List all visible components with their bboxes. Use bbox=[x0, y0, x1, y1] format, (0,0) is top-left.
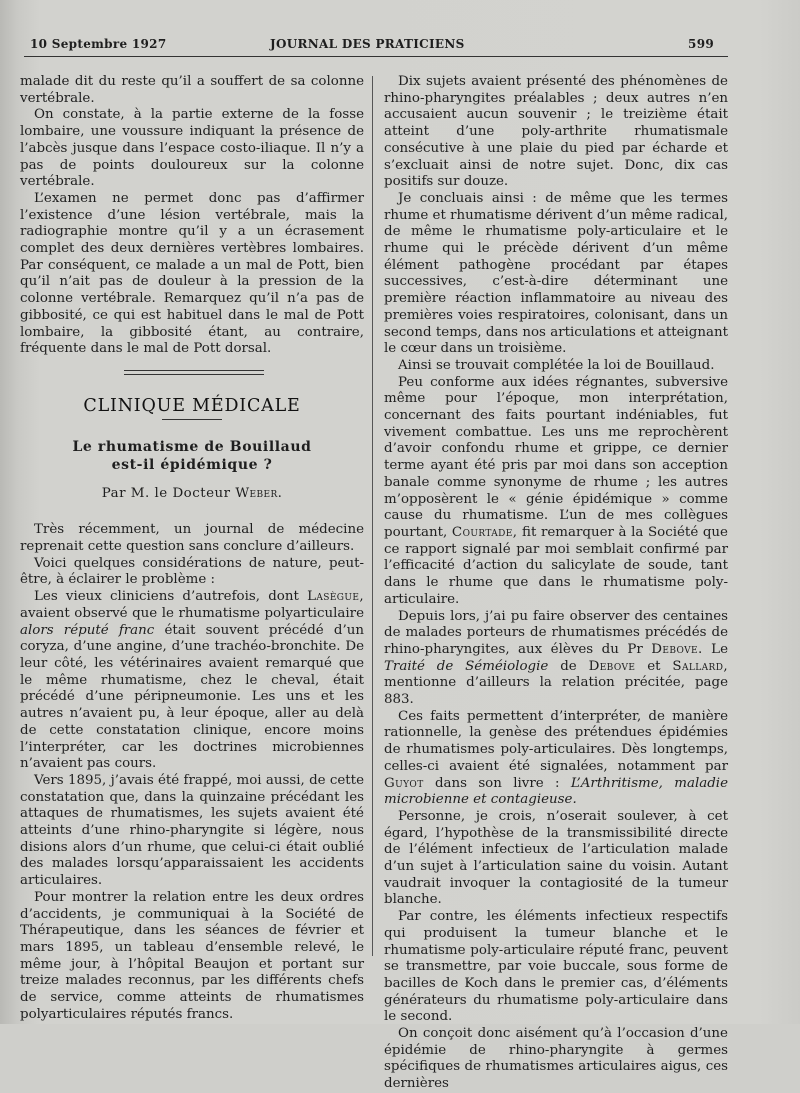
author-name: Lasègue, bbox=[307, 589, 364, 605]
page-number: 599 bbox=[688, 37, 714, 51]
title-abbrev: Pr bbox=[627, 641, 643, 657]
paragraph bbox=[20, 589, 364, 773]
paragraph: malade dit du reste qu’il a souffert de sa colonne vertébrale. bbox=[20, 74, 364, 106]
running-head bbox=[30, 37, 714, 53]
text-run: mentionne d’ailleurs la relation précitée, page 883. bbox=[384, 675, 728, 708]
article-title bbox=[20, 438, 364, 474]
text-run: Peu conforme aux idées régnantes, subversive même pour l’époque, mon interprétation, concernant des faits pourtant indéniables, fut vivement combattue. Les uns me reprochèrent d’avoir confondu rhume et grippe, ce dernier terme ayant été pris par moi dans son acception banale comme synonyme de rhume ; les autres m’opposèrent le « génie épidémique » comme cause du rhumatisme. L’un de mes collègues pourtant, bbox=[384, 374, 728, 540]
paragraph: On constate, à la partie externe de la fosse lombaire, une voussure indiquant la présence de l’abcès jusque dans l’espace costo-iliaque. Il n’y a pas de points douloureux sur la colonne vertébrale. bbox=[20, 107, 364, 190]
text-run: était souvent précédé d’un coryza, d’une angine, d’une trachéo-bronchite. De leur côté, les vétérinaires avaient remarqué que le même rhumatisme, chez le cheval, était précédé d’une péripneumonie. Les uns et les autres n’avaient pu, à leur époque, aller au delà de cette constatation clinique, encore moins l’interpréter, car les doctrines microbiennes n’avaient pas cours. bbox=[20, 622, 364, 772]
section-title: CLINIQUE MÉDICALE bbox=[83, 395, 301, 416]
paragraph: Ainsi se trouvait complétée la loi de Bouillaud. bbox=[398, 357, 715, 373]
text-run: Ces faits permettent d’interpréter, de manière rationnelle, la genèse des prétendues épidémies de rhumatismes poly-articulaires. Dès longtemps, celles-ci avaient été signalées, notamment par bbox=[384, 708, 728, 774]
book-title: L’Arthritisme, maladie microbienne et contagieuse. bbox=[384, 775, 728, 808]
text-run: dans son livre : bbox=[434, 775, 560, 791]
issue-date: 10 Septembre 1927 bbox=[30, 37, 167, 51]
paragraph bbox=[384, 375, 728, 609]
article-title-line: Le rhumatisme de Bouillaud bbox=[72, 438, 312, 455]
paragraph: Vers 1895, j’avais été frappé, moi aussi, de cette constatation que, dans la quinzaine précédant les attaques de rhumatismes, les sujets avaient été atteints d’une rhino-pharyngite si légère, nous disions alors d’un rhume, que celui-ci était oublié des malades lorsqu’apparaissaient les accidents articulaires. bbox=[20, 772, 364, 889]
paragraph: On conçoit donc aisément qu’à l’occasion d’une épidémie de rhino-pharyngite à germes spécifiques de rhumatismes articulaires aigus, ces dernières bbox=[384, 1026, 728, 1092]
text-run: Depuis lors, j’ai pu faire observer des centaines de malades porteurs de rhumatismes précédés de rhino-pharyngites, aux élèves du bbox=[384, 608, 728, 657]
byline-author: Weber. bbox=[235, 485, 283, 501]
article-title-line: est-il épidémique ? bbox=[111, 456, 273, 473]
paragraph: Par contre, les éléments infectieux respectifs qui produisent la tumeur blanche et le rhumatisme poly-articulaire réputé franc, peuvent se transmettre, par voie buccale, sous forme de bacilles de Koch dans le premier cas, d’éléments générateurs du rhumatisme poly-articulaire dans le second. bbox=[384, 909, 728, 1025]
author-name: Courtade, bbox=[451, 524, 518, 540]
author-name: Sallard, bbox=[672, 658, 728, 674]
paragraph bbox=[384, 709, 728, 809]
text-run: avaient observé que le rhumatisme polyarticulaire bbox=[20, 605, 364, 621]
paragraph: Personne, je crois, n’oserait soulever, à cet égard, l’hypothèse de la transmissibilité directe de l’élément infectieux de l’articulation malade d’un sujet à l’articulation saine du voisin. Autant vaudrait invoquer la contagiosité de la tumeur blanche. bbox=[384, 808, 728, 908]
title-rule bbox=[162, 419, 222, 420]
right-column bbox=[384, 74, 728, 1093]
paragraph bbox=[384, 609, 728, 709]
paragraph: Pour montrer la relation entre les deux ordres d’accidents, je communiquai à la Société de Thérapeutique, dans les séances de février et mars 1895, un tableau d’ensemble relevé, le même jour, à l’hôpital Beaujon et portant sur treize malades reconnus, par les différents chefs de service, comme atteints de rhumatismes polyarticulaires réputés francs. bbox=[20, 889, 364, 1022]
byline-prefix: Par M. le Docteur bbox=[101, 485, 231, 501]
paragraph: Dix sujets avaient présenté des phénomènes de rhino-pharyngites préalables ; deux autres n’en accusaient aucun souvenir ; le treizième était atteint d’une poly-arthrite rhumatismale consécutive à une plaie du pied par écharde et s’excluait ainsi de notre sujet. Donc, dix cas positifs sur douze. bbox=[384, 74, 728, 190]
author-name: Debove bbox=[588, 658, 636, 674]
paragraph: L’examen ne permet donc pas d’affirmer l’existence d’une lésion vertébrale, mais la radiographie montre qu’il y a un écrasement complet des deux dernières vertèbres lombaires. Par conséquent, ce malade a un mal de Pott, bien qu’il n’ait pas de douleur à la pression de la colonne vertébrale. Remarquez qu’il n’a pas de gibbosité, ce qui est habituel dans le mal de Pott lombaire, la gibbosité étant, au contraire, fréquente dans le mal de Pott dorsal. bbox=[20, 190, 364, 357]
text-run: Le bbox=[711, 641, 728, 657]
column-divider bbox=[372, 76, 373, 956]
author-name: Debove. bbox=[651, 641, 703, 657]
text-run: fit remarquer à la Société que ce rapport signalé par moi semblait confirmé par l’efficacité d’action du salicylate de soude, tant dans le rhume que dans le rhumatisme poly-articulaire. bbox=[384, 524, 728, 607]
text-run: et bbox=[647, 658, 661, 674]
book-title: Traité de Séméiologie bbox=[384, 658, 549, 674]
byline bbox=[20, 486, 364, 503]
author-name: Guyot bbox=[384, 775, 424, 791]
journal-title: JOURNAL DES PRATICIENS bbox=[270, 37, 465, 51]
italic-phrase: alors réputé franc bbox=[20, 622, 155, 638]
paragraph: Très récemment, un journal de médecine reprenait cette question sans conclure d’ailleurs. bbox=[20, 522, 364, 555]
paragraph: Je concluais ainsi : de même que les termes rhume et rhumatisme dérivent d’un même radical, de même le rhumatisme poly-articulaire et le rhume qui le précède dérivent d’un même élément pathogène procédant par étapes successives, c’est-à-dire déterminant une première réaction inflammatoire au niveau des premières voies respiratoires, colonisant, dans un second temps, dans nos articulations et atteignant le cœur dans un troisième. bbox=[384, 190, 728, 357]
header-rule bbox=[24, 56, 728, 57]
text-run: Les vieux cliniciens d’autrefois, dont bbox=[34, 589, 299, 605]
left-column bbox=[20, 74, 364, 1023]
paragraph: Voici quelques considérations de nature, peut-être, à éclairer le problème : bbox=[20, 555, 364, 588]
text-run: de bbox=[560, 658, 577, 674]
section-separator bbox=[20, 358, 364, 380]
